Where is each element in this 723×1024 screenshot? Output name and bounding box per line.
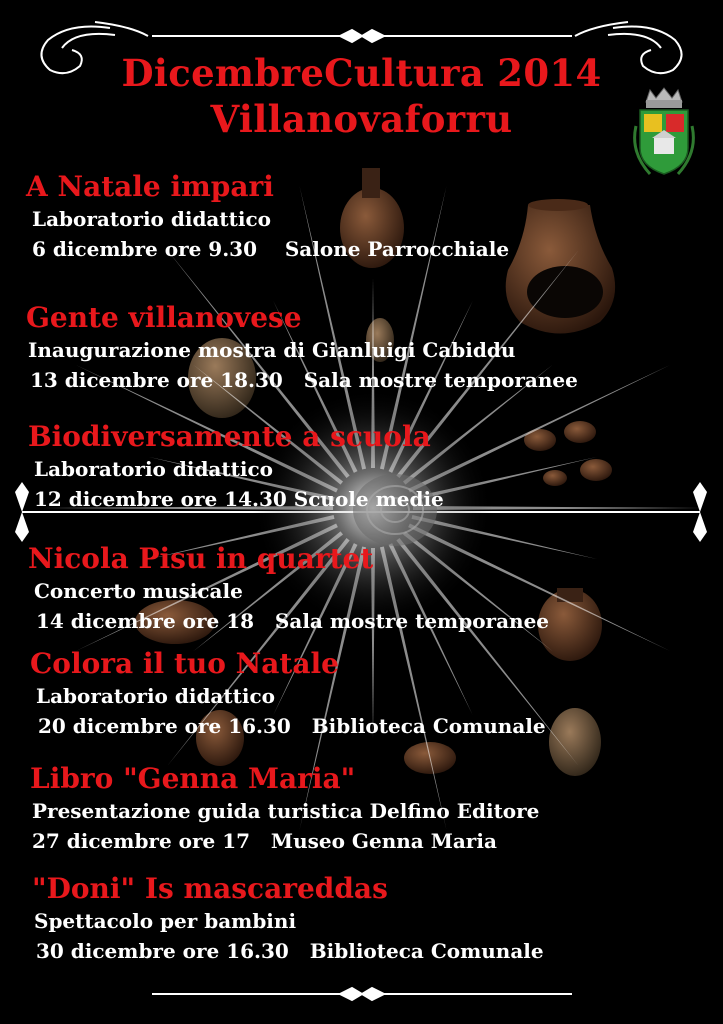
- event-description: Inaugurazione mostra di Gianluigi Cabiddu: [28, 338, 516, 362]
- event-description: Laboratorio didattico: [32, 207, 271, 231]
- event-item: [26, 301, 706, 395]
- event-schedule: 20 dicembre ore 16.30 Biblioteca Comunale: [38, 714, 546, 738]
- event-description: Laboratorio didattico: [34, 457, 273, 481]
- event-title: "Doni" Is mascareddas: [32, 872, 388, 905]
- event-description: Concerto musicale: [34, 579, 243, 603]
- event-item: [26, 872, 706, 966]
- municipal-coat-of-arms-icon: [630, 86, 698, 182]
- event-title: A Natale impari: [26, 170, 274, 203]
- event-title: Biodiversamente a scuola: [28, 420, 431, 453]
- town-title: Villanovaforru: [210, 97, 513, 141]
- event-item: [26, 647, 706, 741]
- event-title: Libro "Genna Maria": [30, 762, 356, 795]
- event-schedule: 13 dicembre ore 18.30 Sala mostre temporanee: [30, 368, 578, 392]
- event-item: [26, 762, 706, 856]
- event-item: [26, 170, 706, 264]
- event-description: Presentazione guida turistica Delfino Editore: [32, 799, 540, 823]
- event-schedule: 27 dicembre ore 17 Museo Genna Maria: [32, 829, 497, 853]
- event-description: Laboratorio didattico: [36, 684, 275, 708]
- event-schedule: 12 dicembre ore 14.30 Scuole medie: [34, 487, 444, 511]
- event-item: [26, 542, 706, 636]
- event-series-title: DicembreCultura 2014: [121, 51, 602, 95]
- event-title: Gente villanovese: [26, 301, 302, 334]
- header: [0, 50, 723, 142]
- event-schedule: 30 dicembre ore 16.30 Biblioteca Comunale: [36, 939, 544, 963]
- event-title: Colora il tuo Natale: [30, 647, 339, 680]
- event-description: Spettacolo per bambini: [34, 909, 297, 933]
- event-schedule: 14 dicembre ore 18 Sala mostre temporanee: [36, 609, 550, 633]
- event-item: [26, 420, 706, 514]
- event-schedule: 6 dicembre ore 9.30 Salone Parrocchiale: [32, 237, 510, 261]
- event-title: Nicola Pisu in quartet: [28, 542, 374, 575]
- bottom-ornament: [152, 988, 572, 1000]
